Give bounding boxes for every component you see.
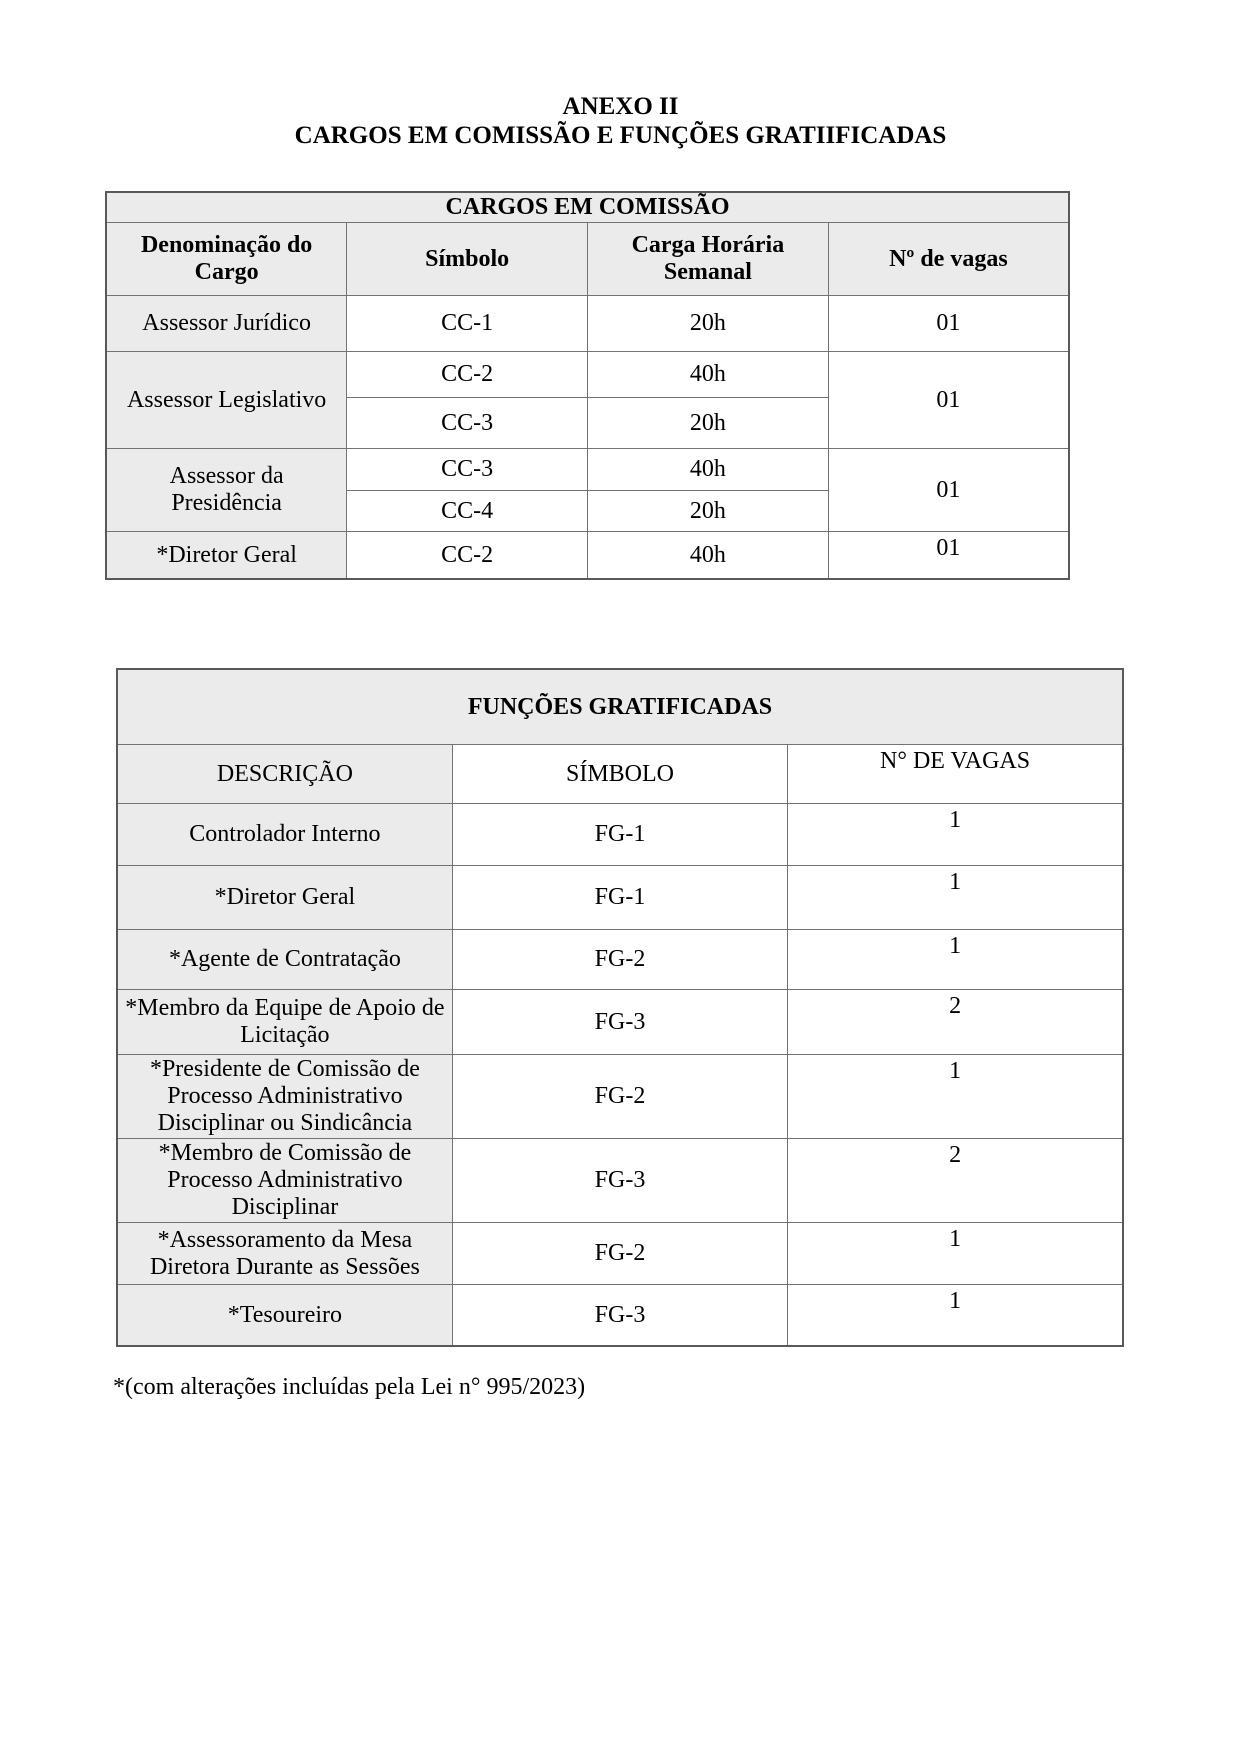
annex-title: ANEXO II <box>562 93 679 120</box>
table-header-row <box>117 745 1123 804</box>
header-descricao: DESCRIÇÃO <box>117 745 452 804</box>
simbolo-cell: FG-3 <box>452 1139 787 1223</box>
table-row <box>117 990 1123 1055</box>
table-row <box>117 804 1123 866</box>
header-simbolo: Símbolo <box>347 223 588 296</box>
vagas-cell: 01 <box>828 532 1069 580</box>
vagas-cell: 2 <box>788 990 1123 1055</box>
simbolo-cell: FG-2 <box>452 1055 787 1139</box>
table-row <box>117 1223 1123 1285</box>
page-title <box>67 92 1175 150</box>
table-title: CARGOS EM COMISSÃO <box>106 192 1069 223</box>
table-title: FUNÇÕES GRATIFICADAS <box>117 669 1123 745</box>
simbolo-cell: CC-2 <box>347 532 588 580</box>
descricao-cell: *Presidente de Comissão de Processo Administrativo Disciplinar ou Sindicância <box>117 1055 452 1139</box>
simbolo-cell: FG-1 <box>452 866 787 930</box>
descricao-cell: *Assessoramento da Mesa Diretora Durante as Sessões <box>117 1223 452 1285</box>
footnote: *(com alterações incluídas pela Lei n° 995/2023) <box>113 1374 586 1400</box>
table-row <box>106 296 1069 352</box>
table-title-row <box>106 192 1069 223</box>
cargo-cell: *Diretor Geral <box>106 532 347 580</box>
simbolo-cell: CC-2 <box>347 352 588 398</box>
header-vagas: Nº de vagas <box>828 223 1069 296</box>
simbolo-cell: CC-3 <box>347 449 588 491</box>
carga-cell: 20h <box>588 398 829 449</box>
simbolo-cell: FG-1 <box>452 804 787 866</box>
table-row <box>106 449 1069 491</box>
vagas-cell: 1 <box>788 930 1123 990</box>
table-title-row <box>117 669 1123 745</box>
annex-subtitle: CARGOS EM COMISSÃO E FUNÇÕES GRATIIFICADAS <box>294 122 947 149</box>
descricao-cell: *Agente de Contratação <box>117 930 452 990</box>
descricao-cell: *Membro de Comissão de Processo Administrativo Disciplinar <box>117 1139 452 1223</box>
descricao-cell: Controlador Interno <box>117 804 452 866</box>
header-cargo: Denominação do Cargo <box>106 223 347 296</box>
simbolo-cell: FG-2 <box>452 1223 787 1285</box>
table-row <box>117 1055 1123 1139</box>
table-row <box>106 532 1069 580</box>
vagas-cell: 1 <box>788 804 1123 866</box>
carga-cell: 40h <box>588 352 829 398</box>
cargo-cell: Assessor da Presidência <box>106 449 347 532</box>
vagas-cell: 1 <box>788 1055 1123 1139</box>
carga-cell: 20h <box>588 296 829 352</box>
vagas-cell: 2 <box>788 1139 1123 1223</box>
funcoes-gratificadas-table <box>116 668 1124 1347</box>
cargos-em-comissao-table <box>105 191 1070 580</box>
descricao-cell: *Tesoureiro <box>117 1285 452 1347</box>
simbolo-cell: CC-1 <box>347 296 588 352</box>
header-carga: Carga Horária Semanal <box>588 223 829 296</box>
simbolo-cell: FG-3 <box>452 1285 787 1347</box>
cargo-cell: Assessor Jurídico <box>106 296 347 352</box>
table-header-row <box>106 223 1069 296</box>
header-simbolo: SÍMBOLO <box>452 745 787 804</box>
cargo-cell: Assessor Legislativo <box>106 352 347 449</box>
descricao-cell: *Diretor Geral <box>117 866 452 930</box>
table-row <box>117 866 1123 930</box>
descricao-cell: *Membro da Equipe de Apoio de Licitação <box>117 990 452 1055</box>
simbolo-cell: FG-2 <box>452 930 787 990</box>
vagas-cell: 1 <box>788 1223 1123 1285</box>
carga-cell: 40h <box>588 532 829 580</box>
header-vagas: N° DE VAGAS <box>788 745 1123 804</box>
vagas-cell: 1 <box>788 1285 1123 1347</box>
vagas-cell: 01 <box>828 449 1069 532</box>
vagas-cell: 1 <box>788 866 1123 930</box>
vagas-cell: 01 <box>828 296 1069 352</box>
simbolo-cell: FG-3 <box>452 990 787 1055</box>
carga-cell: 40h <box>588 449 829 491</box>
table-row <box>106 352 1069 398</box>
simbolo-cell: CC-4 <box>347 491 588 532</box>
carga-cell: 20h <box>588 491 829 532</box>
vagas-cell: 01 <box>828 352 1069 449</box>
simbolo-cell: CC-3 <box>347 398 588 449</box>
table-row <box>117 1285 1123 1347</box>
table-row <box>117 1139 1123 1223</box>
table-row <box>117 930 1123 990</box>
